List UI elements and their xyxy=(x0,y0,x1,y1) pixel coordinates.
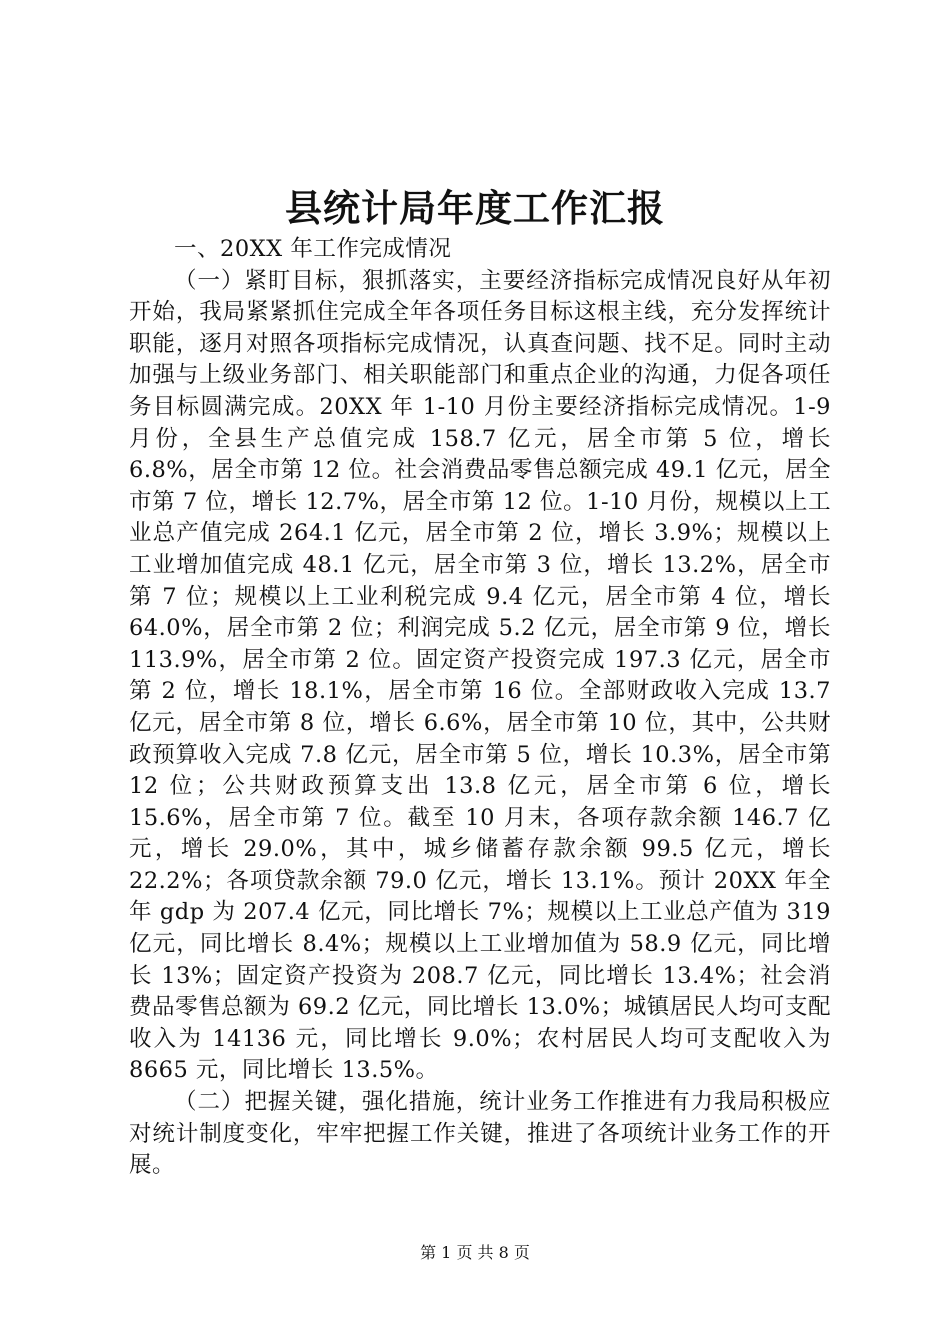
document-title: 县统计局年度工作汇报 xyxy=(285,186,665,230)
paragraph-1: （一）紧盯目标，狠抓落实，主要经济指标完成情况良好从年初开始，我局紧紧抓住完成全年各项任务目标这根主线，充分发挥统计职能，逐月对照各项指标完成情况，认真查问题、找不足。同时主动加强与上级业务部门、相关职能部门和重点企业的沟通，力促各项任务目标圆满完成。20XX 年 1-10 月份主要经济指标完成情况。1-9 月份，全县生产总值完成 158.7 亿元，居全市第 5 位，增长 6.8%，居全市第 12 位。社会消费品零售总额完成 49.1 亿元，居全市第 7 位，增长 12.7%，居全市第 12 位。1-10 月份，规模以上工业总产值完成 264.1 亿元，居全市第 2 位，增长 3.9%；规模以上工业增加值完成 48.1 亿元，居全市第 3 位，增长 13.2%，居全市第 7 位；规模以上工业利税完成 9.4 亿元，居全市第 4 位，增长 64.0%，居全市第 2 位；利润完成 5.2 亿元，居全市第 9 位，增长 113.9%，居全市第 2 位。固定资产投资完成 197.3 亿元，居全市第 2 位，增长 18.1%，居全市第 16 位。全部财政收入完成 13.7 亿元，居全市第 8 位，增长 6.6%，居全市第 10 位，其中，公共财政预算收入完成 7.8 亿元，居全市第 5 位，增长 10.3%，居全市第 12 位；公共财政预算支出 13.8 亿元，居全市第 6 位，增长 15.6%，居全市第 7 位。截至 10 月末，各项存款余额 146.7 亿元，增长 29.0%，其中，城乡储蓄存款余额 99.5 亿元，增长 22.2%；各项贷款余额 79.0 亿元，增长 13.1%。预计 20XX 年全年 gdp 为 207.4 亿元，同比增长 7%；规模以上工业总产值为 319 亿元，同比增长 8.4%；规模以上工业增加值为 58.9 亿元，同比增长 13%；固定资产投资为 208.7 亿元，同比增长 13.4%；社会消费品零售总额为 69.2 亿元，同比增长 13.0%；城镇居民人均可支配收入为 14136 元，同比增长 9.0%；农村居民人均可支配收入为 8665 元，同比增长 13.5%。 xyxy=(129,267,831,1084)
page-footer: 第 1 页 共 8 页 xyxy=(420,1243,530,1262)
document-body xyxy=(129,234,831,1182)
paragraph-2: （二）把握关键，强化措施，统计业务工作推进有力我局积极应对统计制度变化，牢牢把握工作关键，推进了各项统计业务工作的开展。 xyxy=(129,1089,831,1179)
section-heading: 一、20XX 年工作完成情况 xyxy=(174,236,452,262)
